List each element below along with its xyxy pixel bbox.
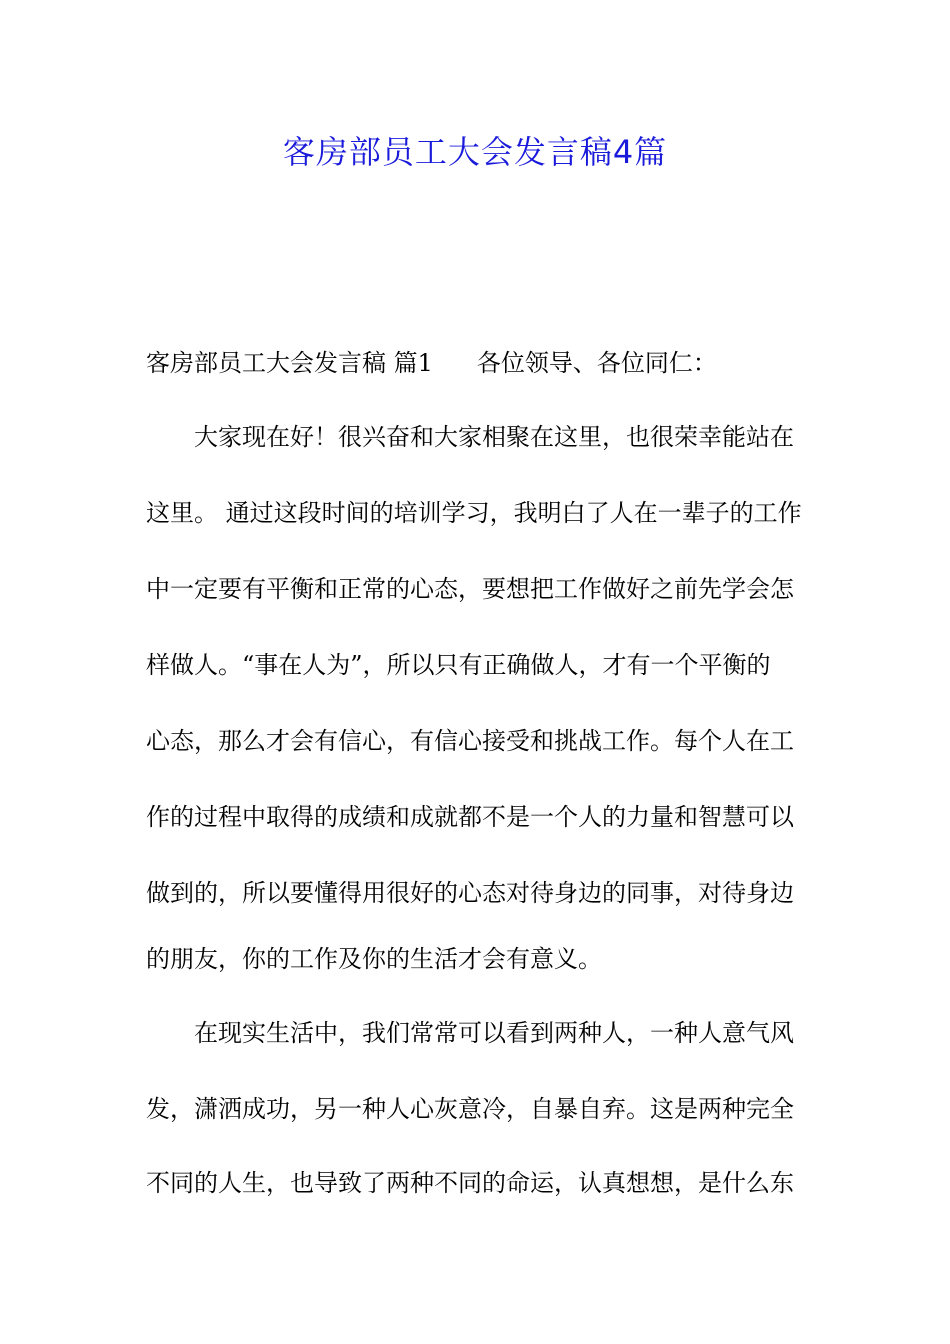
paragraph-line: 中一定要有平衡和正常的心态，要想把工作做好之前先学会怎 (146, 575, 794, 603)
document-title: 客房部员工大会发言稿4篇 (282, 133, 668, 171)
paragraph-line: 在现实生活中，我们常常可以看到两种人，一种人意气风 (194, 1019, 794, 1047)
paragraph-line: 的朋友，你的工作及你的生活才会有意义。 (146, 945, 602, 973)
greeting-text: 各位领导、各位同仁： (476, 349, 717, 377)
paragraph-line: 样做人。“事在人为”，所以只有正确做人，才有一个平衡的 (146, 651, 771, 679)
paragraph-line: 作的过程中取得的成绩和成就都不是一个人的力量和智慧可以 (146, 803, 794, 831)
heading-line (146, 343, 717, 383)
paragraph-line: 发，潇洒成功，另一种人心灰意冷，自暴自弃。这是两种完全 (146, 1095, 794, 1123)
paragraph-line: 心态，那么才会有信心，有信心接受和挑战工作。每个人在工 (146, 727, 794, 755)
paragraph-line: 这里。 通过这段时间的培训学习，我明白了人在一辈子的工作 (146, 499, 802, 527)
paragraph-line: 不同的人生，也导致了两种不同的命运，认真想想，是什么东 (146, 1169, 794, 1197)
paragraph-line: 做到的，所以要懂得用很好的心态对待身边的同事，对待身边 (146, 879, 794, 907)
paragraph-line: 大家现在好！很兴奋和大家相聚在这里，也很荣幸能站在 (194, 423, 794, 451)
section-heading: 客房部员工大会发言稿 篇1 (146, 349, 433, 377)
